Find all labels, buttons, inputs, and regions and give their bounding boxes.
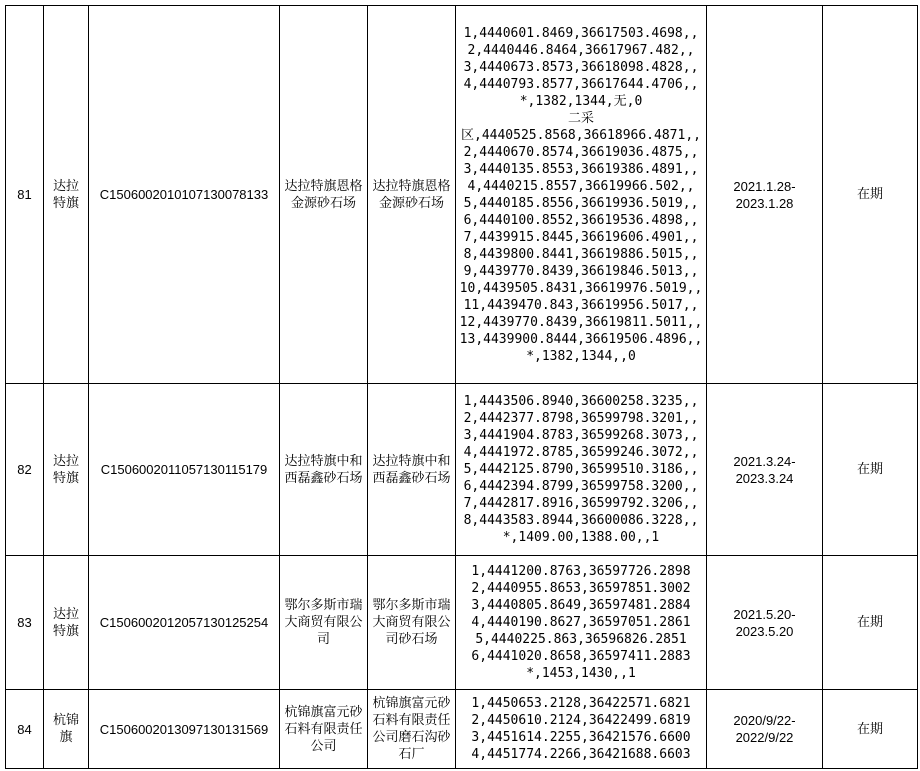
coordinate-list (456, 6, 707, 384)
coordinate-line: 1,4450653.2128,36422571.6821 (471, 696, 691, 711)
status-cell: 在期 (823, 384, 918, 556)
region-cell (44, 384, 89, 556)
status-cell: 在期 (823, 6, 918, 384)
mine-name: 达拉特旗中和西磊鑫砂石场 (368, 384, 456, 556)
license-number: C1506002011057130115179 (89, 384, 280, 556)
region-line: 旗 (59, 730, 73, 745)
coordinate-line: 3,4441904.8783,36599268.3073,, (463, 428, 699, 443)
company-name: 杭锦旗富元砂石料有限责任公司 (280, 690, 368, 769)
coordinate-line: *,1453,1430,,1 (526, 666, 636, 681)
coordinate-line: 1,4440601.8469,36617503.4698,, (463, 25, 699, 41)
coordinate-line: *,1409.00,1388.00,,1 (502, 530, 660, 545)
license-number: C1506002010107130078133 (89, 6, 280, 384)
period-start: 2021.1.28- (733, 178, 796, 194)
coordinate-line: 2,4440446.8464,36617967.482,, (467, 42, 695, 58)
region-line: 达拉 (52, 606, 79, 622)
mine-name: 杭锦旗富元砂石料有限责任公司磨石沟砂石厂 (368, 690, 456, 769)
coordinate-line: 8,4439800.8441,36619886.5015,, (463, 246, 699, 262)
coordinate-line: 7,4439915.8445,36619606.4901,, (463, 229, 699, 245)
row-number: 83 (6, 556, 44, 690)
period-end: 2023.1.28 (735, 195, 794, 211)
coordinate-line: 6,4442394.8799,36599758.3200,, (463, 479, 699, 494)
mine-name: 鄂尔多斯市瑞大商贸有限公司砂石场 (368, 556, 456, 690)
coordinate-line: 5,4440185.8556,36619936.5019,, (463, 195, 699, 211)
coordinate-line: *,1382,1344,,0 (526, 348, 636, 364)
coordinate-list (456, 556, 707, 690)
region-cell (44, 556, 89, 690)
region-line: 达拉 (52, 453, 79, 469)
coordinate-line: 4,4451774.2266,36421688.6603 (471, 747, 691, 762)
status-cell: 在期 (823, 556, 918, 690)
coordinate-line: 6,4440100.8552,36619536.4898,, (463, 212, 699, 228)
table-row (6, 384, 918, 556)
validity-period (707, 556, 823, 690)
coordinate-line: 7,4442817.8916,36599792.3206,, (463, 496, 699, 511)
coordinate-line: 5,4440225.863,36596826.2851 (475, 632, 687, 647)
period-start: 2021.5.20- (733, 606, 796, 622)
region-line: 达拉 (52, 178, 79, 194)
period-end: 2022/9/22 (735, 730, 794, 745)
coordinate-line: 2,4440670.8574,36619036.4875,, (463, 144, 699, 160)
company-name: 达拉特旗中和西磊鑫砂石场 (280, 384, 368, 556)
coordinate-line: 3,4451614.2255,36421576.6600 (471, 730, 691, 745)
validity-period (707, 6, 823, 384)
license-number: C1506002012057130125254 (89, 556, 280, 690)
mining-license-table (5, 5, 918, 769)
period-start: 2020/9/22- (733, 713, 796, 728)
coordinate-list (456, 690, 707, 769)
region-cell (44, 690, 89, 769)
coordinate-line: 6,4441020.8658,36597411.2883 (471, 649, 691, 664)
coordinate-line: 1,4441200.8763,36597726.2898 (471, 564, 691, 579)
coordinate-line: 2,4440955.8653,36597851.3002 (471, 581, 691, 596)
coordinate-line: 二采 (567, 110, 594, 126)
coordinate-line: 12,4439770.8439,36619811.5011,, (459, 314, 703, 330)
table-row (6, 690, 918, 769)
validity-period (707, 690, 823, 769)
license-number: C1506002013097130131569 (89, 690, 280, 769)
period-end: 2023.3.24 (735, 470, 794, 486)
period-start: 2021.3.24- (733, 453, 796, 469)
coordinate-line: 4,4440190.8627,36597051.2861 (471, 615, 691, 630)
coordinate-line: 1,4443506.8940,36600258.3235,, (463, 394, 699, 409)
coordinate-line: 4,4441972.8785,36599246.3072,, (463, 445, 699, 460)
coordinate-line: 4,4440215.8557,36619966.502,, (467, 178, 695, 194)
coordinate-line: *,1382,1344,无,0 (519, 93, 643, 109)
coordinate-line: 11,4439470.843,36619956.5017,, (463, 297, 699, 313)
mine-name: 达拉特旗恩格金源砂石场 (368, 6, 456, 384)
region-line: 杭锦 (52, 713, 79, 728)
region-line: 特旗 (52, 623, 79, 639)
coordinate-list (456, 384, 707, 556)
region-cell (44, 6, 89, 384)
row-number: 81 (6, 6, 44, 384)
table-row (6, 556, 918, 690)
region-line: 特旗 (52, 470, 79, 486)
row-number: 82 (6, 384, 44, 556)
company-name: 达拉特旗恩格金源砂石场 (280, 6, 368, 384)
coordinate-line: 4,4440793.8577,36617644.4706,, (463, 76, 699, 92)
coordinate-line: 3,4440805.8649,36597481.2884 (471, 598, 691, 613)
table-row (6, 6, 918, 384)
period-end: 2023.5.20 (735, 623, 794, 639)
coordinate-line: 3,4440135.8553,36619386.4891,, (463, 161, 699, 177)
coordinate-line: 13,4439900.8444,36619506.4896,, (459, 331, 703, 347)
coordinate-line: 9,4439770.8439,36619846.5013,, (463, 263, 699, 279)
coordinate-line: 10,4439505.8431,36619976.5019,, (459, 280, 703, 296)
validity-period (707, 384, 823, 556)
region-line: 特旗 (52, 195, 79, 211)
coordinate-line: 5,4442125.8790,36599510.3186,, (463, 462, 699, 477)
coordinate-line: 3,4440673.8573,36618098.4828,, (463, 59, 699, 75)
row-number: 84 (6, 690, 44, 769)
coordinate-line: 2,4450610.2124,36422499.6819 (471, 713, 691, 728)
company-name: 鄂尔多斯市瑞大商贸有限公司 (280, 556, 368, 690)
coordinate-line: 8,4443583.8944,36600086.3228,, (463, 513, 699, 528)
status-cell: 在期 (823, 690, 918, 769)
coordinate-line: 2,4442377.8798,36599798.3201,, (463, 411, 699, 426)
coordinate-line: 区,4440525.8568,36618966.4871,, (461, 127, 701, 143)
